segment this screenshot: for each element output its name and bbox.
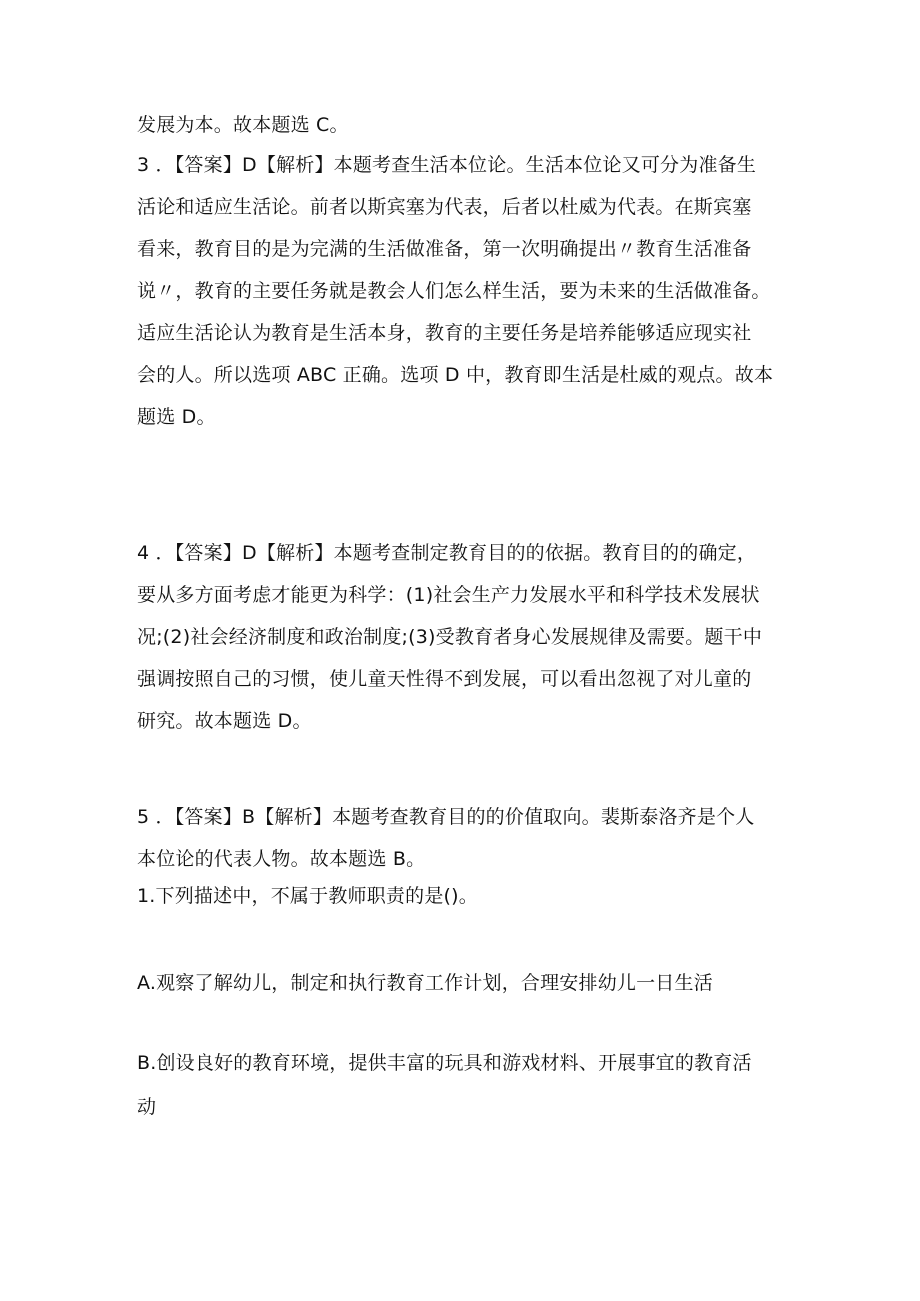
answer-line: 况;(2)社会经济制度和政治制度;(3)受教育者身心发展规律及需要。题干中 <box>137 626 763 648</box>
option-b: B.创设良好的教育环境，提供丰富的玩具和游戏材料、开展事宜的教育活 <box>137 1052 752 1074</box>
answer-line: 强调按照自己的习惯，使儿童天性得不到发展，可以看出忽视了对儿童的 <box>137 668 752 690</box>
option-b-continuation: 动 <box>137 1096 157 1118</box>
option-a: A.观察了解幼儿，制定和执行教育工作计划，合理安排幼儿一日生活 <box>137 972 713 994</box>
answer-line: 4 ．【答案】D【解析】本题考查制定教育目的的依据。教育目的的确定， <box>137 542 757 564</box>
continuation-line: 发展为本。故本题选 C。 <box>137 114 349 136</box>
answer-line: 本位论的代表人物。故本题选 B。 <box>137 848 426 870</box>
answer-line: 3 ．【答案】D【解析】本题考查生活本位论。生活本位论又可分为准备生 <box>137 154 757 176</box>
answer-line: 题选 D。 <box>137 406 216 428</box>
answer-line: 要从多方面考虑才能更为科学：(1)社会生产力发展水平和科学技术发展状 <box>137 584 760 606</box>
answer-line: 适应生活论认为教育是生活本身，教育的主要任务是培养能够适应现实社 <box>137 322 752 344</box>
answer-line: 说〃，教育的主要任务就是教会人们怎么样生活，要为未来的生活做准备。 <box>137 280 771 302</box>
answer-line: 研究。故本题选 D。 <box>137 710 312 732</box>
question-stem: 1.下列描述中，不属于教师职责的是()。 <box>137 885 478 907</box>
answer-line: 活论和适应生活论。前者以斯宾塞为代表，后者以杜威为代表。在斯宾塞 <box>137 196 752 218</box>
answer-line: 5 ．【答案】B【解析】本题考查教育目的的价值取向。裴斯泰洛齐是个人 <box>137 806 755 828</box>
answer-line: 会的人。所以选项 ABC 正确。选项 D 中，教育即生活是杜威的观点。故本 <box>137 364 774 386</box>
answer-line: 看来，教育目的是为完满的生活做准备，第一次明确提出〃教育生活准备 <box>137 238 752 260</box>
